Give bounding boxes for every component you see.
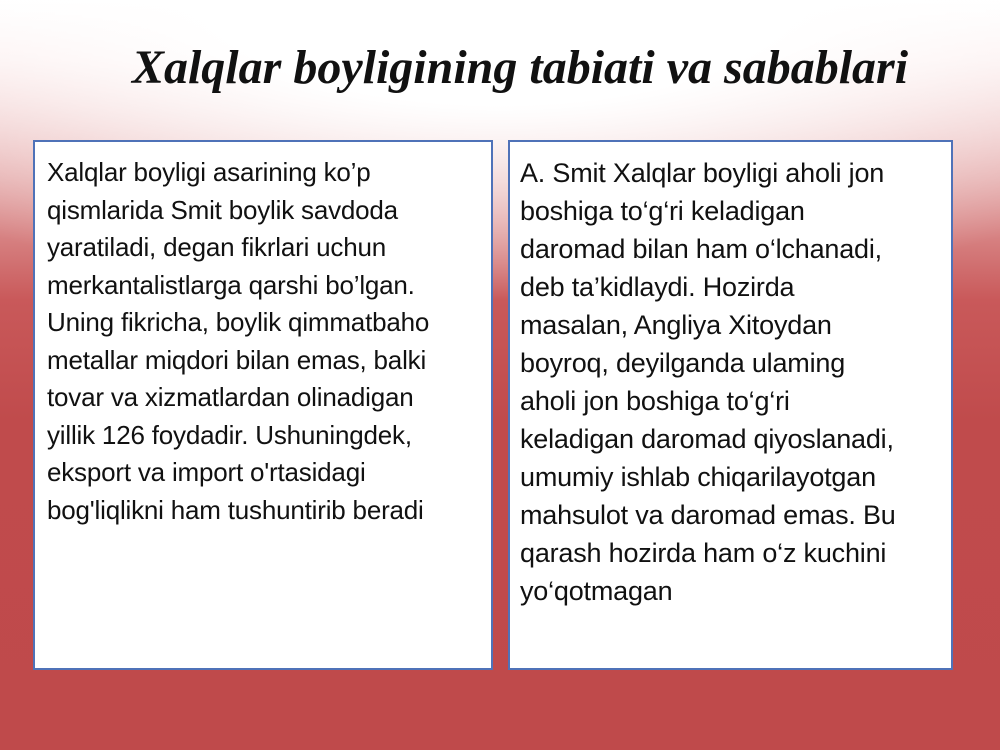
slide-title: Xalqlar boyligining tabiati va sabablari xyxy=(131,41,909,94)
left-text-box: Xalqlar boyligi asarining ko’p qismlarida Smit boylik savdoda yaratiladi, degan fikrlari uchun merkantalistlarga qarshi bo’lgan. Uning fikricha, boylik qimmatbaho metallar miqdori bilan emas, balki tovar va xizmatlardan olinadigan yillik 126 foydadir. Ushuningdek, eksport va import o'rtasidagi bog'liqlikni ham tushuntirib beradi xyxy=(33,140,493,670)
right-text-box: A. Smit Xalqlar boyligi aholi jon boshiga to‘g‘ri keladigan daromad bilan ham o‘lchanadi, deb ta’kidlaydi. Hozirda masalan, Angliya Xitoydan boyroq, deyilganda ulaming aholi jon boshiga to‘g‘ri keladigan daromad qiyoslanadi, umumiy ishlab chiqarilayotgan mahsulot va daromad emas. Bu qarash hozirda ham o‘z kuchini yo‘qotmagan xyxy=(508,140,953,670)
